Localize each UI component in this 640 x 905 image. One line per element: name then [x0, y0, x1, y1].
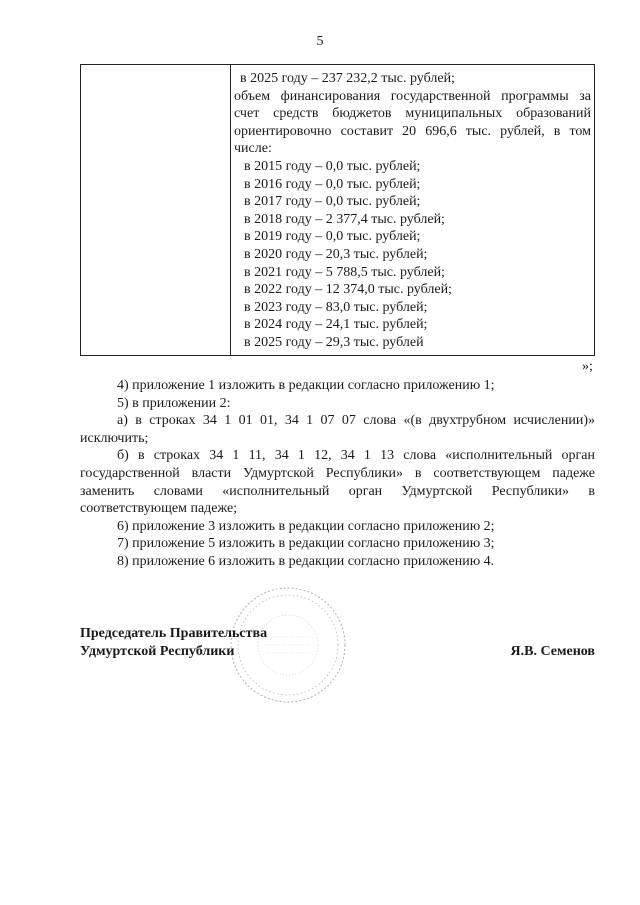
signature-block: [80, 625, 595, 661]
paragraph: 8) приложение 6 изложить в редакции согласно приложению 4.: [117, 553, 495, 569]
table-column-divider: [230, 65, 231, 355]
table-line: в 2021 году – 5 788,5 тыс. рублей;: [244, 264, 445, 280]
table-line: в 2015 году – 0,0 тыс. рублей;: [244, 158, 421, 174]
table-line: объем финансирования государственной программы за счет средств бюджетов муниципальных образований ориентировочно составит 20 696,6 тыс. рублей, в том числе:: [234, 88, 591, 157]
table-line: в 2023 году – 83,0 тыс. рублей;: [244, 299, 428, 315]
paragraph: а) в строках 34 1 01 01, 34 1 07 07 слова «(в двухтрубном исчислении)» исключить;: [80, 413, 595, 446]
paragraph: 6) приложение 3 изложить в редакции согласно приложению 2;: [117, 518, 495, 534]
signatory-title-line1: Председатель Правительства: [80, 626, 268, 641]
financing-cell: [234, 70, 591, 352]
paragraph: б) в строках 34 1 11, 34 1 12, 34 1 13 слова «исполнительный орган государственной власти Удмуртской Республики» в соответствующем падеже заменить словами «исполнительный орган Удмуртской Республики» в соответствующем падеже;: [80, 448, 595, 517]
table-line: в 2016 году – 0,0 тыс. рублей;: [244, 176, 421, 192]
table-line: в 2018 году – 2 377,4 тыс. рублей;: [244, 211, 445, 227]
table-line: в 2019 году – 0,0 тыс. рублей;: [244, 229, 421, 245]
table-line: в 2020 году – 20,3 тыс. рублей;: [244, 246, 428, 262]
paragraph: 4) приложение 1 изложить в редакции согласно приложению 1;: [117, 378, 495, 393]
page-number: 5: [316, 34, 324, 49]
financing-table: [80, 64, 595, 356]
table-line: в 2025 году – 29,3 тыс. рублей: [244, 334, 424, 350]
table-line: в 2025 году – 237 232,2 тыс. рублей;: [240, 71, 455, 86]
table-line: в 2022 году – 12 374,0 тыс. рублей;: [244, 282, 452, 298]
paragraph: 5) в приложении 2:: [117, 395, 231, 411]
table-line: в 2024 году – 24,1 тыс. рублей;: [244, 317, 428, 333]
table-line: в 2017 году – 0,0 тыс. рублей;: [244, 194, 421, 210]
closing-quote: »;: [582, 359, 593, 374]
signatory-name: Я.В. Семенов: [510, 644, 595, 659]
signatory-title-line2: Удмуртской Республики: [80, 644, 235, 659]
body-text: [80, 377, 595, 571]
paragraph: 7) приложение 5 изложить в редакции согласно приложению 3;: [117, 536, 495, 552]
